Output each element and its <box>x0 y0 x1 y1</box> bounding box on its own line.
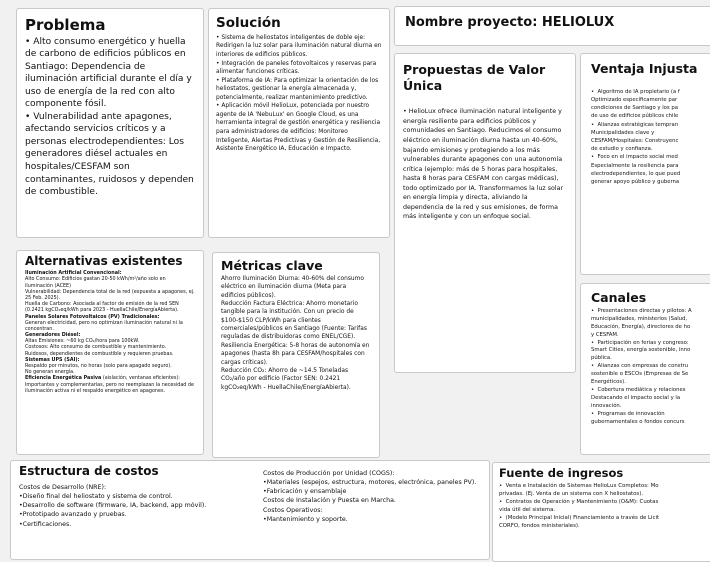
propuestas-title: Propuestas de Valor Única <box>403 62 546 93</box>
alternativas-title: Alternativas existentes <box>25 254 183 268</box>
canales-title: Canales <box>591 290 647 305</box>
problema-title: Problema <box>25 16 106 34</box>
canales-body: • Presentaciones directas y pilotos: A municipalidades, ministerios (Salud, Educación, Energía), directores de ho y CESFAM. • Participación en ferias y congreso: Smart Cities, energía sostenible, inno pública. • Alianzas con empresas de constru sostenible o ESCOs (Empresas de Se Energéticos). • Cobertura mediática y relaciones Destacando el impacto social y la innovación. • Programas de innovación gubernamentales o fondos concurs <box>591 307 692 425</box>
alternativas-card <box>16 250 204 455</box>
metricas-title: Métricas clave <box>221 258 323 273</box>
alternativa-text: Alto Consumo: Edificios gastan 20-50 kWh/m²/año solo en iluminación (ACEE) Vulnerabilidad: Dependencia total de la red (expuesta a apagones, ej. 25 Feb. 2025). Huella de Carbono: Asociada al factor de emisión de la red SEN (0.2421 kgCO₂eq/kWh para 2023 - HuellaChile/EnergíaAbierta). <box>25 276 195 314</box>
ventaja-body: • Algoritmo de IA propietario (a f Optimizado específicamente par condiciones de Santiago y los pa de uso de edificios públicos chile • Alianzas estratégicas tempran Municipalidades clave y CESFAM/Hospitales: Construyenc de estudio y confianza. • Foco en el impacto social med Especialmente la resiliencia para electrodependientes, lo que pued generar apoyo público y guberna <box>591 88 681 185</box>
metricas-card <box>212 252 380 458</box>
alternativa-head: Eficiencia Energética Pasiva <box>25 375 102 382</box>
ventaja-title: Ventaja Injusta <box>591 61 698 76</box>
alternativa-head: Paneles Solares Fotovoltaicos (PV) Tradicionales: <box>25 313 160 320</box>
problema-body: • Alto consumo energético y huella de carbono de edificios públicos en Santiago: Dependencia de iluminación artificial durante el día y uso de energía de la red con alto componente fósil. • Vulnerabilidad ante apagones, afectando servicios críticos y a personas electrodependientes: Los generadores diésel actuales en hospitales/CESFAM son contaminantes, ruidosos y dependen de combustible. <box>25 36 194 198</box>
alternativa-item <box>25 357 195 376</box>
propuestas-valor-card <box>394 53 576 373</box>
metricas-body: Ahorro Iluminación Diurna: 40-60% del consumo eléctrico en iluminación diurna (Meta para edificios públicos). Reducción Factura Eléctrica: Ahorro monetario tangible para la institución. Con un precio de $100-$150 CLP/kWh para clientes comerciales/públicos en Santiago (Fuente: Tarifas reguladas de distribuidoras como ENEL/CGE). Resiliencia Energética: 5-8 horas de autonomía en apagones (hasta 8h para CESFAM/hospitales con cargas críticas). Reducción CO₂: Ahorro de ~14.5 Toneladas CO₂/año por edificio (Factor SEN: 0.2421 kgCO₂eq/kWh - HuellaChile/EnergíaAbierta). <box>221 275 370 391</box>
nombre-proyecto-title: Nombre proyecto: HELIOLUX <box>405 15 615 30</box>
nombre-proyecto-card <box>394 6 710 46</box>
alternativa-head: Iluminación Artificial Convencional: <box>25 270 122 277</box>
problema-card <box>16 8 204 238</box>
alternativa-item <box>25 314 195 333</box>
alternativa-text: (aislación, ventanas eficientes): Importantes y complementarias, pero no reemplazan la necesidad de iluminación activa ni el respaldo energético en apagones. <box>25 375 194 394</box>
solucion-body: • Sistema de heliostatos inteligentes de doble eje: Redirigen la luz solar para iluminación natural diurna en interiores de edificios públicos. • Integración de paneles fotovoltaicos y reservas para alimentar funciones críticas. • Plataforma de IA: Para optimizar la orientación de los heliostatos, gestionar la energía almacenada y, potencialmente, realizar mantenimiento predictivo. • Aplicación móvil HelioLux, potenciada por nuestro agente de IA 'NebuLux' en Google Cloud, es una herramienta integral de gestión energética y resiliencia para administradores de edificios: Monitoreo Inteligente, Alertas Predictivas y Gestión de Resiliencia, Asistente Energético IA, Educación e Impacto. <box>216 34 382 153</box>
propuestas-body: • HelioLux ofrece iluminación natural inteligente y energía resiliente para edificios públicos y comunidades en Santiago. Reducimos el consumo eléctrico en iluminación diurna hasta un 40-60%, bajando emisiones y protegiendo a los más vulnerables durante apagones con una autonomía crítica (ejemplo: más de 5 horas para hospitales, hasta 8 horas para CESFAM con cargas médicas), todo optimizado por IA. Transformamos la luz solar en energía limpia y directa, aliviando la dependencia de la red y sus emisiones, de forma más inteligente y con un enfoque social. <box>403 108 564 221</box>
canales-card <box>580 283 710 455</box>
ingresos-title: Fuente de ingresos <box>499 466 624 480</box>
costos-produccion: Costos de Producción por Unidad (COGS): •Materiales (espejos, estructura, motores, electrónica, paneles PV). •Fabricación y ensamblaje Costos de Instalación y Puesta en Marcha. Costos Operativos: •Mantenimiento y soporte. <box>263 470 477 523</box>
costos-card <box>10 460 490 560</box>
solucion-title: Solución <box>216 15 281 31</box>
ingresos-body: • Venta e Instalación de Sistemas HelioLux Completos: Mo privadas. (Ej. Venta de un sistema con X heliostatos). • Contratos de Operación y Mantenimiento (O&M): Cuotas vida útil del sistema. • (Modelo Principal Inicial) Financiamiento a través de Licit CORFO, fondos ministeriales). <box>499 482 660 530</box>
alternativa-head: Sistemas UPS (SAI): <box>25 356 80 363</box>
ingresos-card <box>492 462 710 562</box>
costos-desarrollo: Costos de Desarrollo (NRE): •Diseño final del heliostato y sistema de control. •Desarrollo de software (firmware, IA, backend, app móvil). •Prototipado avanzado y pruebas. •Certificaciones. <box>19 484 207 528</box>
alternativa-item <box>25 375 195 394</box>
alternativa-text: Respaldo por minutos, no horas (solo para apagado seguro). No generan energía. <box>25 363 172 376</box>
alternativa-item <box>25 332 195 357</box>
alternativa-text: Generan electricidad, pero no optimizan iluminación natural ni la concentran. <box>25 319 183 332</box>
solucion-card <box>208 8 390 238</box>
alternativa-text: Altas Emisiones: ~60 kg CO₂/hora para 100kW. Costosos: Alto consumo de combustible y mantenimiento. Ruidosos, dependientes de combustible y requieren pruebas. <box>25 338 174 357</box>
alternativa-item <box>25 270 195 313</box>
alternativa-head: Generadores Diésel: <box>25 332 81 339</box>
costos-title: Estructura de costos <box>19 464 159 478</box>
ventaja-injusta-card <box>580 53 710 275</box>
alternativas-list <box>25 270 195 394</box>
